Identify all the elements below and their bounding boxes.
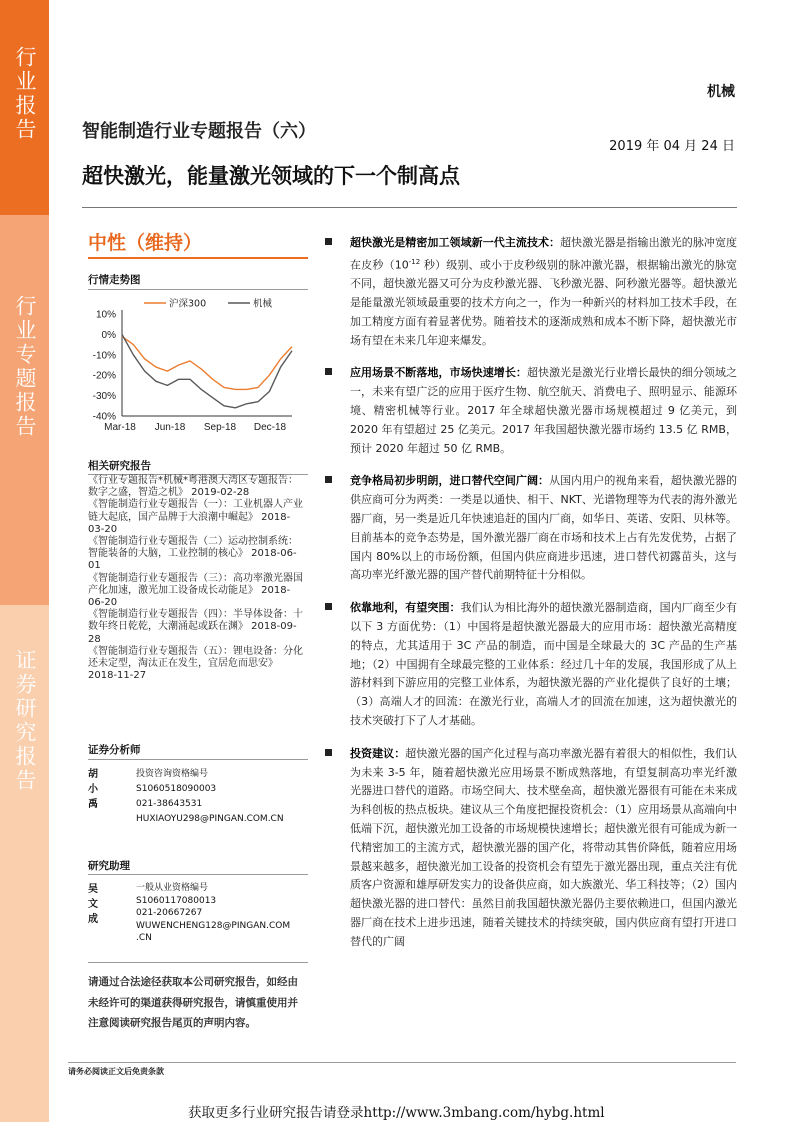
series-line [122,336,292,389]
assistant-email[interactable]: WUWENCHENG128@PINGAN.COM [136,920,291,931]
analyst-info [136,767,306,827]
related-report-item[interactable]: 《智能制造行业专题报告（二）运动控制系统：智能装备的大脑，工业控制的核心》 2018-06-01 [88,536,298,572]
related-report-item[interactable]: 《行业专题报告*机械*粤港澳大湾区专题报告：数字之盛，智造之机》 2019-02-28 [88,475,298,499]
related-heading: 相关研究报告 [88,460,151,472]
assistant-divider [88,874,308,875]
rating-label: 中性（维持） [88,232,203,254]
trend-divider [88,289,308,290]
trend-chart-svg [86,292,300,442]
analyst-name: 胡小禹 [88,769,98,810]
assistant-info [136,882,306,945]
paragraph-lead: 依靠地利，有望突围： [350,601,461,615]
analyst-phone: 021-38643531 [136,799,203,809]
sidebar-top [0,0,49,215]
paragraph-lead: 投资建议： [350,746,406,760]
assistant-email-suffix: .CN [136,933,152,943]
page-title: 超快激光，能量激光领域的下一个制高点 [82,164,460,188]
x-tick-label: Jun-18 [154,422,186,433]
sidebar-bottom [0,605,49,1122]
series-line [122,334,292,407]
square-bullet-icon [325,368,332,375]
header-divider [82,207,737,208]
trend-chart [86,292,300,442]
analyst-heading: 证券分析师 [88,744,141,756]
footer-link[interactable]: 获取更多行业研究报告请登录http://www.3mbang.com/hybg.html [188,1105,605,1121]
related-report-item[interactable]: 《智能制造行业专题报告（一）：工业机器人产业链大起底，国产品牌于大浪潮中崛起》 2018-03-20 [88,499,303,535]
industry-tag: 机械 [707,84,735,100]
assistant-name: 吴文成 [88,884,98,925]
paragraph-text: 超快激光是激光行业增长最快的细分领域之一，未来有望广泛的应用于医疗生物、航空航天、消费电子、照明显示、能源环境、精密机械等行业。2017 年全球超快激光器市场规模超过 9 亿美元，到 2020 年有望超过 25 亿美元。2017 年我国超快激光器市场约 13.5 亿 RMB，预计 2020 年超过 50 亿 RMB。 [350,366,738,455]
report-date: 2019 年 04 月 24 日 [609,139,735,154]
related-report-item[interactable]: 《智能制造行业专题报告（四）：半导体设备：十数年终日乾乾，大潮涌起或跃在渊》 2018-09-28 [88,609,303,645]
superscript: -12 [408,257,421,266]
square-bullet-icon [325,476,332,483]
paragraph-text: 我们认为相比海外的超快激光器制造商，国内厂商至少有以下 3 方面优势：（1）中国将是超快激光器最大的应用市场：超快激光高精度的特点，尤其适用于 3C 产品的制造，而中国是全球最大的 3C 产品的生产基地；（2）中国拥有全球最完整的工业体系：经过几十年的发展，我国形成了从上游材料到下游应用的完整工业体系，为超快激光器的产业化提供了良好的土壤；（3）高端人才的回流：在激光行业，高端人才的回流在加速，这为超快激光的技术突破打下了人才基础。 [350,601,738,727]
analyst-cert-label: 投资咨询资格编号 [136,769,209,779]
y-tick-label: 10% [95,309,116,321]
notice-divider [88,962,308,963]
assistant-phone: 021-20667267 [136,908,203,918]
paragraph-lead: 应用场景不断落地，市场快速增长： [350,366,527,380]
related-report-item[interactable]: 《智能制造行业专题报告（五）：锂电设备：分化还未定型，淘汰正在发生，宜居危而思安》 2018-11-27 [88,645,303,682]
square-bullet-icon [325,238,332,245]
body-paragraph [325,599,737,731]
body-paragraph [325,234,737,350]
sidebar-bottom-label: 证券研究报告 [13,649,37,793]
footer-disclaimer: 请务必阅读正文后免责条款 [68,1067,164,1076]
rating-divider [88,257,308,259]
analyst-email[interactable]: HUXIAOYU298@PINGAN.COM.CN [136,814,284,824]
y-tick-label: -10% [92,350,116,362]
body-paragraph [325,745,737,952]
sidebar-middle [0,215,49,605]
trend-heading: 行情走势图 [88,274,141,286]
main-body [325,234,737,952]
y-tick-label: -30% [92,391,116,403]
report-series: 智能制造行业专题报告（六） [82,121,316,142]
assistant-heading: 研究助理 [88,860,130,872]
paragraph-text: 超快激光器是指输出激光的脉冲宽度在皮秒（10 [350,236,738,272]
analyst-divider [88,759,308,760]
sidebar-middle-label: 行业专题报告 [13,295,37,439]
x-tick-label: Sep-18 [203,422,237,433]
analyst-cert: S1060518090003 [136,784,217,794]
square-bullet-icon [325,603,332,610]
related-report-item[interactable]: 《智能制造行业专题报告（三）：高功率激光器国产化加速，激光加工设备成长动能足》 2018-06-20 [88,572,303,609]
legend-label: 沪深300 [169,298,207,310]
x-tick-label: Dec-18 [253,422,287,433]
y-tick-label: 0% [101,329,116,341]
body-paragraph [325,472,737,585]
paragraph-lead: 竞争格局初步明朗，进口替代空间广阔： [350,474,550,488]
paragraph-text: 秒）级别、或小于皮秒级别的脉冲激光器，根据输出激光的脉宽不同，超快激光器又可分为皮秒激光器、飞秒激光器、阿秒激光器等。超快激光是能量激光领域最重要的技术方向之一，作为一种新兴的材料加工技术手段，在加工精度方面有着显著优势。随着技术的逐渐成熟和成本不断下降，超快激光市场有望在未来几年迎来爆发。 [350,258,738,347]
assistant-cert: S1060117080013 [136,895,217,906]
related-report-list [88,475,303,682]
sidebar-band [0,0,49,1122]
y-tick-label: -40% [92,411,116,423]
sidebar-top-label: 行业报告 [13,46,37,142]
footer-divider [68,1062,736,1063]
square-bullet-icon [325,749,332,756]
paragraph-lead: 超快激光是精密加工领域新一代主流技术： [350,236,561,249]
y-tick-label: -20% [92,370,116,382]
body-paragraph [325,364,737,458]
x-tick-label: Mar-18 [104,422,136,433]
paragraph-text: 超快激光器的国产化过程与高功率激光器有着很大的相似性，我们认为未来 3-5 年，随着超快激光应用场景不断成熟落地，有望复制高功率光纤激光器进口替代的道路。市场空间大、技术壁垒高，超快激光器很有可能在未来成为科创板的热点板块。建议从三个角度把握投资机会：（1）应用场景从高端向中低端下沉，超快激光加工设备的市场规模快速增长；超快激光很有可能成为新一代精密加工的主流方式，超快激光器的国产化，将带动其售价降低，随着应用场景越来越多，超快激光加工设备的投资机会有望先于激光器出现，重点关注有优质客户资源和雄厚研发实力的设备供应商，如大族激光、华工科技等；（2）国内超快激光器的进口替代：虽然目前我国超快激光器仍主要依赖进口，但国内激光器厂商在技术上进步迅速，随着关键技术的持续突破，国内供应商有望打开进口替代的广阔 [350,746,738,948]
paragraph-text: 从国内用户的视角来看，超快激光器的供应商可分为两类：一类是以通快、相干、NKT、光谱物理等为代表的海外激光器厂商，另一类是近几年快速追赶的国内厂商，如华日、英诺、安阳、贝林等。目前基本的竞争态势是，国外激光器厂商在市场和技术上占有先发优势，占据了国内 80%以上的市场份额，但国内供应商进步迅速，进口替代初露苗头，这与高功率光纤激光器的国产替代前期特征十分相似。 [350,474,738,582]
notice-text: 请通过合法途径获取本公司研究报告，如经由未经许可的渠道获得研究报告，请慎重使用并注意阅读研究报告尾页的声明内容。 [88,976,298,1029]
assistant-cert-label: 一般从业资格编号 [136,883,209,893]
legend-label: 机械 [253,298,273,310]
